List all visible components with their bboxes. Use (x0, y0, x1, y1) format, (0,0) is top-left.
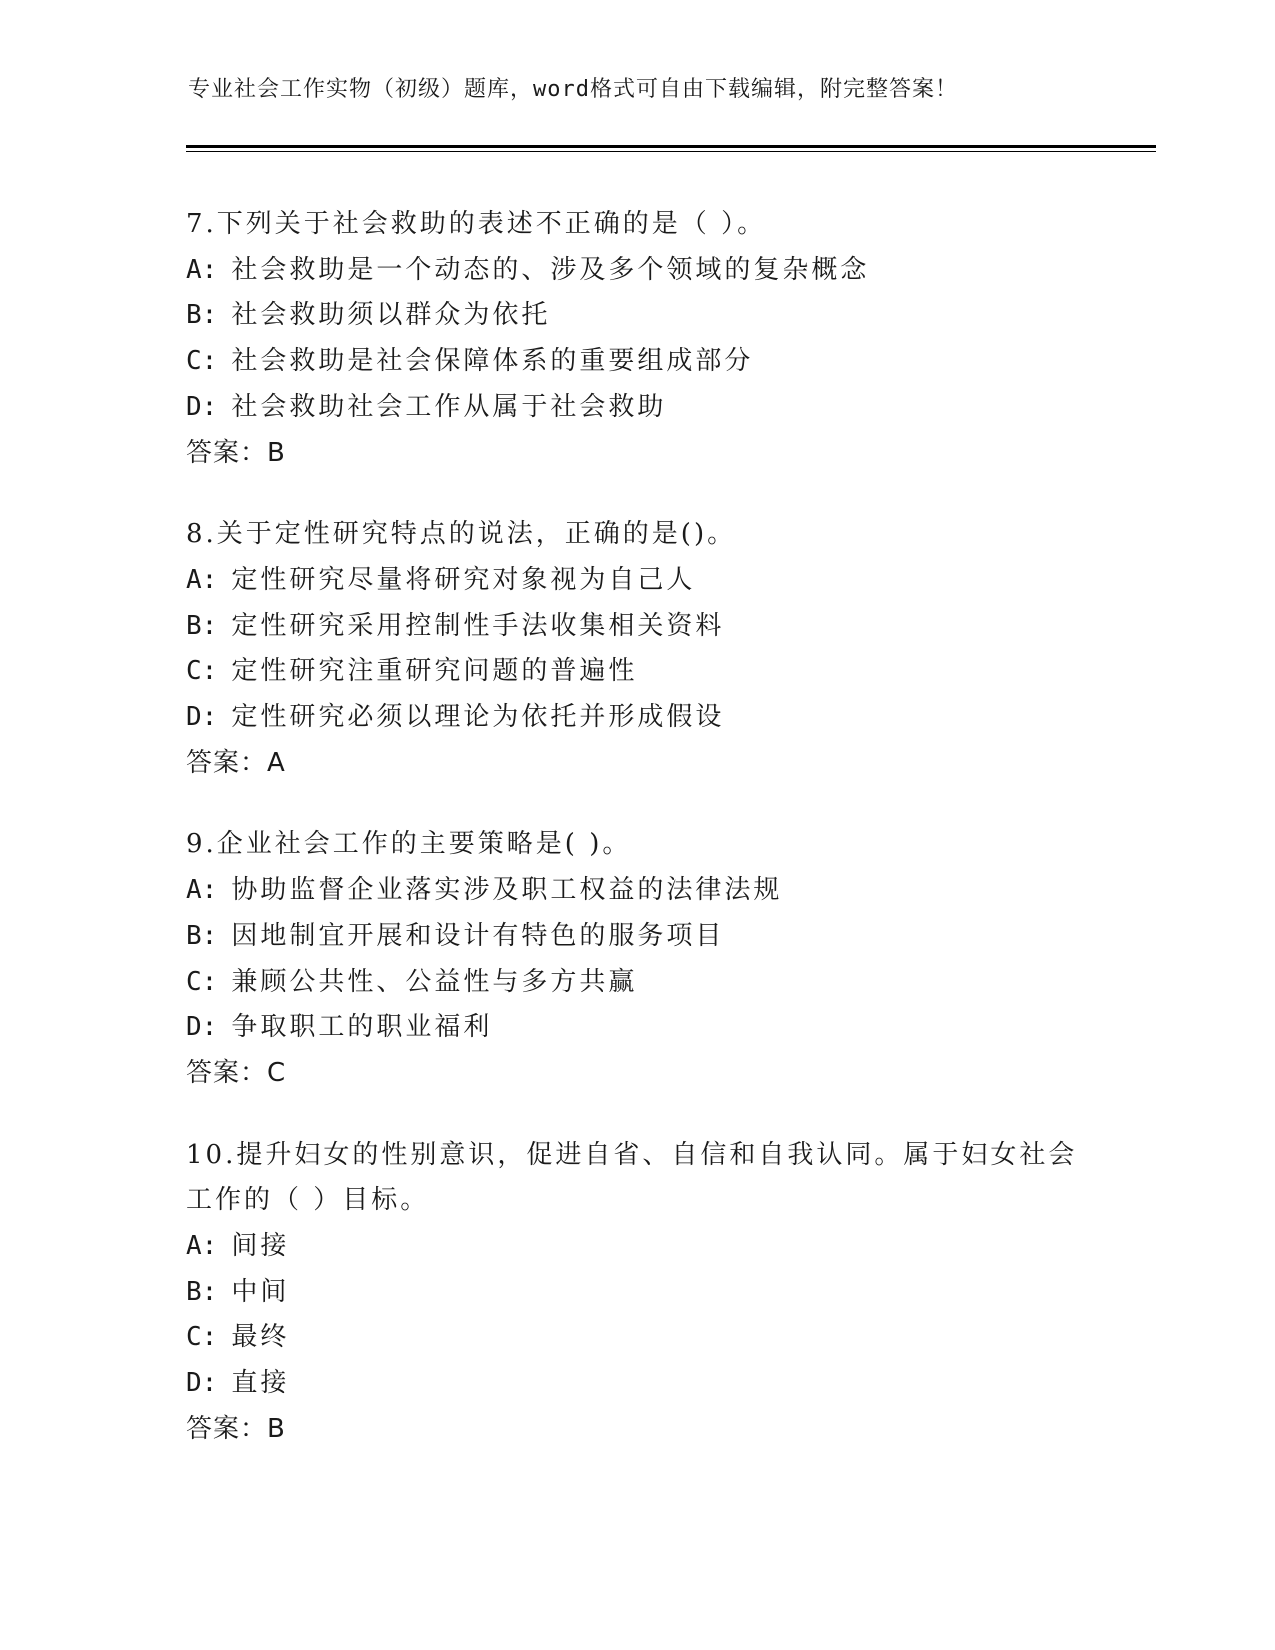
option-text: 定性研究采用控制性手法收集相关资料 (231, 610, 725, 641)
question-stem: 8.关于定性研究特点的说法，正确的是()。 (186, 519, 737, 550)
option-text: 社会救助须以群众为依托 (231, 300, 551, 331)
option-b (186, 293, 1086, 339)
question-stem: 9.企业社会工作的主要策略是( )。 (186, 829, 632, 860)
option-key: A: (186, 564, 218, 595)
option-text: 直接 (231, 1368, 290, 1399)
question-8 (186, 512, 1086, 786)
option-d (186, 1005, 1086, 1051)
option-a (186, 1224, 1086, 1270)
document-header: 专业社会工作实物（初级）题库，word格式可自由下载编辑，附完整答案！ (188, 77, 958, 102)
option-key: C: (186, 346, 218, 377)
question-9 (186, 822, 1086, 1096)
answer: 答案：B (186, 437, 286, 468)
option-key: B: (186, 300, 218, 331)
option-b (186, 604, 1086, 650)
answer: 答案：C (186, 1057, 287, 1088)
option-c (186, 339, 1086, 385)
answer: 答案：B (186, 1413, 286, 1444)
answer: 答案：A (186, 747, 286, 778)
question-stem: 10.提升妇女的性别意识，促进自省、自信和自我认同。属于妇女社会工作的（ ）目标。 (186, 1139, 1078, 1216)
option-text: 社会救助是社会保障体系的重要组成部分 (231, 346, 754, 377)
option-text: 社会救助是一个动态的、涉及多个领域的复杂概念 (231, 254, 870, 285)
option-key: A: (186, 1231, 218, 1262)
option-key: A: (186, 875, 218, 906)
option-c (186, 960, 1086, 1006)
option-d (186, 695, 1086, 741)
option-text: 社会救助社会工作从属于社会救助 (231, 391, 667, 422)
option-text: 最终 (231, 1322, 290, 1353)
option-key: C: (186, 656, 218, 687)
option-a (186, 558, 1086, 604)
option-key: A: (186, 254, 218, 285)
option-a (186, 868, 1086, 914)
option-key: B: (186, 1276, 218, 1307)
question-list (186, 202, 1086, 1489)
option-b (186, 1270, 1086, 1316)
option-key: D: (186, 1012, 218, 1043)
option-key: C: (186, 1322, 218, 1353)
option-key: B: (186, 610, 218, 641)
header-rule-thick (186, 145, 1156, 148)
option-text: 间接 (231, 1231, 290, 1262)
option-text: 兼顾公共性、公益性与多方共赢 (231, 966, 638, 997)
option-text: 因地制宜开展和设计有特色的服务项目 (231, 920, 725, 951)
option-b (186, 914, 1086, 960)
option-key: C: (186, 966, 218, 997)
option-text: 协助监督企业落实涉及职工权益的法律法规 (231, 875, 783, 906)
option-d (186, 1361, 1086, 1407)
option-key: D: (186, 391, 218, 422)
option-key: D: (186, 702, 218, 733)
option-text: 中间 (231, 1276, 290, 1307)
option-d (186, 385, 1086, 431)
question-10 (186, 1133, 1086, 1453)
option-key: D: (186, 1368, 218, 1399)
header-rule-thin (186, 151, 1156, 152)
option-text: 定性研究注重研究问题的普遍性 (231, 656, 638, 687)
question-stem: 7.下列关于社会救助的表述不正确的是（ ）。 (186, 209, 767, 239)
option-a (186, 248, 1086, 294)
option-text: 定性研究尽量将研究对象视为自己人 (231, 564, 696, 595)
option-c (186, 1315, 1086, 1361)
option-key: B: (186, 920, 218, 951)
option-text: 定性研究必须以理论为依托并形成假设 (231, 702, 725, 733)
question-7 (186, 202, 1086, 476)
option-c (186, 649, 1086, 695)
option-text: 争取职工的职业福利 (231, 1012, 493, 1043)
